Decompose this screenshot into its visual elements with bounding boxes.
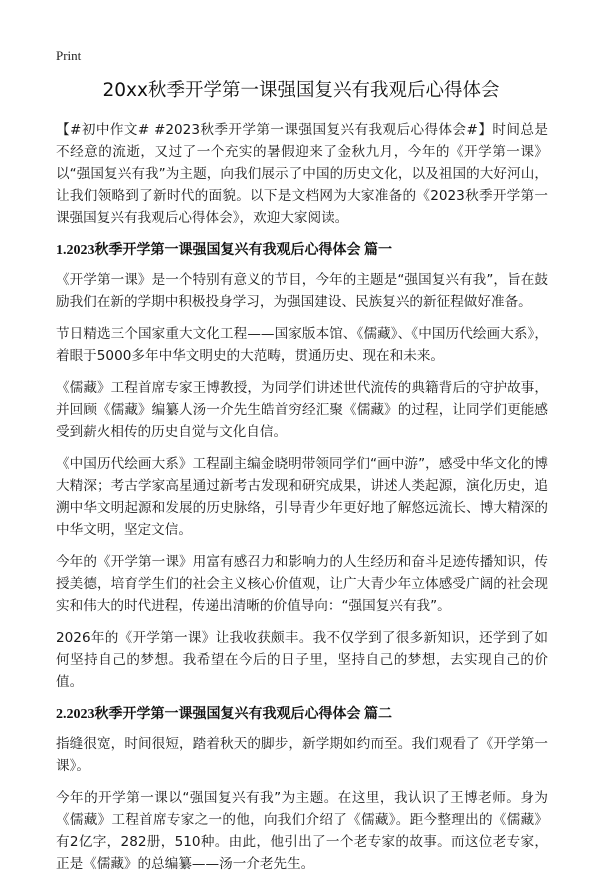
intro-paragraph: 【#初中作文# #2023秋季开学第一课强国复兴有我观后心得体会#】时间总是不经意的流逝，又过了一个充实的暑假迎来了金秋九月，今年的《开学第一课》以“强国复兴有我”为主题，向我们展示了中国的历史文化，以及祖国的大好河山，让我们领略到了新时代的面貌。以下是文档网为大家准备的《2023秋季开学第一课强国复兴有我观后心得体会》，欢迎大家阅读。 <box>56 122 548 226</box>
section-2-heading: 2.2023秋季开学第一课强国复兴有我观后心得体会 篇二 <box>56 707 392 722</box>
section-2-paragraph-2: 今年的开学第一课以“强国复兴有我”为主题。在这里，我认识了王博老师。身为《儒藏》工程首席专家之一的他，向我们介绍了《儒藏》。距今整理出的《儒藏》有2亿字，282册，510种。由此，他引出了一个老专家的故事。而这位老专家，正是《儒藏》的总编纂——汤一介老先生。 <box>56 790 548 872</box>
section-1-paragraph-1: 《开学第一课》是一个特别有意义的节目，今年的主题是“强国复兴有我”，旨在鼓励我们在新的学期中积极投身学习，为强国建设、民族复兴的新征程做好准备。 <box>56 272 548 310</box>
section-1-heading: 1.2023秋季开学第一课强国复兴有我观后心得体会 篇一 <box>56 243 392 258</box>
section-1-paragraph-6: 2026年的《开学第一课》让我收获颇丰。我不仅学到了很多新知识，还学到了如何坚持自己的梦想。我希望在今后的日子里，坚持自己的梦想，去实现自己的价值。 <box>56 630 548 690</box>
section-1-paragraph-5: 今年的《开学第一课》用富有感召力和影响力的人生经历和奋斗足迹传播知识，传授美德，培育学生们的社会主义核心价值观，让广大青少年立体感受广阔的社会现实和伟大的时代进程，传递出清晰的价值导向：“强国复兴有我”。 <box>56 554 548 614</box>
document-title: 20xx秋季开学第一课强国复兴有我观后心得体会 <box>102 80 500 101</box>
section-1-paragraph-2: 节日精选三个国家重大文化工程——国家版本馆、《儒藏》、《中国历代绘画大系》，着眼于5000多年中华文明史的大范畴，贯通历史、现在和未来。 <box>56 326 548 364</box>
section-1-paragraph-4: 《中国历代绘画大系》工程副主编金晓明带领同学们“画中游”，感受中华文化的博大精深；考古学家高星通过新考古发现和研究成果，讲述人类起源，演化历史，追溯中华文明起源和发展的历史脉络，引导青少年更好地了解悠远流长、博大精深的中华文明，坚定文信。 <box>56 456 548 538</box>
section-1-paragraph-3: 《儒藏》工程首席专家王博教授，为同学们讲述世代流传的典籍背后的守护故事，并回顾《儒藏》编纂人汤一介先生皓首穷经汇聚《儒藏》的过程，让同学们更能感受到薪火相传的历史自觉与文化自信。 <box>56 380 548 440</box>
document-body <box>56 119 548 875</box>
print-label[interactable]: Print <box>56 48 82 63</box>
section-2-paragraph-1: 指缝很宽，时间很短，踏着秋天的脚步，新学期如约而至。我们观看了《开学第一课》。 <box>56 736 548 774</box>
